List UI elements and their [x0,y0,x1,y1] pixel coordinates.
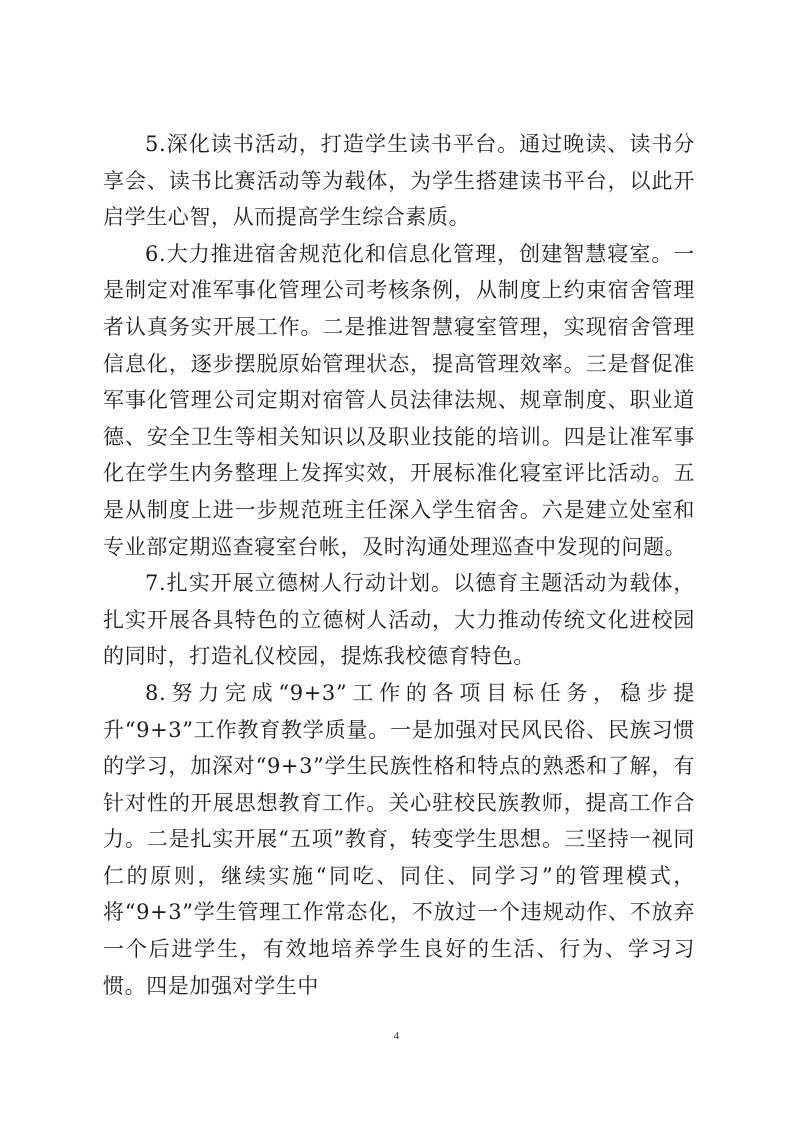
paragraph-6-dormitory-management: 6.大力推进宿舍规范化和信息化管理，创建智慧寝室。一是制定对准军事化管理公司考核条例，从制度上约束宿舍管理者认真务实开展工作。二是推进智慧寝室管理，实现宿舍管理信息化，逐步摆脱原始管理状态，提高管理效率。三是督促准军事化管理公司定期对宿管人员法律法规、规章制度、职业道德、安全卫生等相关知识以及职业技能的培训。四是让准军事化在学生内务整理上发挥实效，开展标准化寝室评比活动。五是从制度上进一步规范班主任深入学生宿舍。六是建立处室和专业部定期巡查寝室台帐，及时沟通处理巡查中发现的问题。 [103,241,695,559]
paragraph-7-moral-education: 7.扎实开展立德树人行动计划。以德育主题活动为载体，扎实开展各具特色的立德树人活动，大力推动传统文化进校园的同时，打造礼仪校园，提炼我校德育特色。 [103,571,695,669]
page-number: 4 [393,1030,400,1042]
paragraph-5-reading-activities: 5.深化读书活动，打造学生读书平台。通过晚读、读书分享会、读书比赛活动等为载体，为学生搭建读书平台，以此开启学生心智，从而提高学生综合素质。 [103,132,695,230]
document-body [103,126,695,1004]
paragraph-8-9plus3-work: 8.努力完成“9+3”工作的各项目标任务，稳步提升“9+3”工作教育教学质量。一是加强对民风民俗、民族习惯的学习，加深对“9+3”学生民族性格和特点的熟悉和了解，有针对性的开展思想教育工作。关心驻校民族教师，提高工作合力。二是扎实开展“五项”教育，转变学生思想。三坚持一视同仁的原则，继续实施“同吃、同住、同学习”的管理模式，将“9+3”学生管理工作常态化，不放过一个违规动作、不放弃一个后进学生，有效地培养学生良好的生活、行为、学习习惯。四是加强对学生中 [103,680,695,998]
